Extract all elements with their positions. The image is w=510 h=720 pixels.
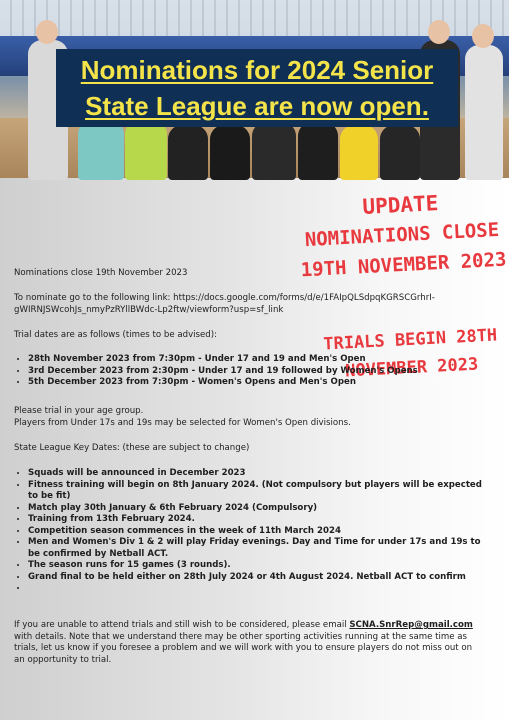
update-stamp-line-1: UPDATE [361,191,439,220]
player-figure [252,122,296,180]
trial-dates-heading [14,330,494,342]
nominate-link-line-2[interactable]: gWIRNJSWcohJs_nmyPzRYllBWdc-Lp2ftw/viewform?usp=sf_link [14,304,284,315]
closing-paragraph [14,620,480,666]
key-dates-list [14,468,482,595]
trial-dates-list [14,354,418,389]
update-stamp-line-2: NOMINATIONS CLOSE [304,218,500,252]
key-date-item: • Squads will be announced in December 2023 [28,468,482,480]
trial-date-item: • 28th November 2023 from 7:30pm - Under 17 and 19 and Men's Open [28,354,344,366]
trials-stamp-line-1: TRIALS BEGIN 28TH [322,325,498,355]
trials-stamp-line-2: NOVEMBER 2023 [344,354,479,382]
player-figure [125,120,167,180]
key-date-item: • The season runs for 15 games (3 rounds). [28,560,482,572]
closing-text-after: with details. Note that we understand there may be other sporting activities running at the same time as trials, let us know if you foresee a problem and we will work with you to ensure players do not miss out on an opportunity to trial. [14,631,473,665]
key-date-item: • Match play 30th January & 6th February 2024 (Compulsory) [28,503,482,515]
trial-note-line-2: Players from Under 17s and 19s may be selected for Women's Open divisions. [14,417,351,428]
key-date-item: • Men and Women's Div 1 & 2 will play Friday evenings. Day and Time for under 17s and 19s to be confirmed by Netball ACT. [28,537,482,560]
player-head [472,24,494,48]
player-figure [340,125,378,180]
key-date-item: • Grand final to be held either on 28th July 2024 or 4th August 2024. Netball ACT to confirm [28,572,482,584]
banner-line-2: State League are now open. [85,91,429,121]
banner-line-1: Nominations for 2024 Senior [80,55,434,85]
key-date-item: • Fitness training will begin on 8th January 2024. (Not compulsory but players will be expected to be fit) [28,480,482,503]
player-figure [78,120,124,180]
nominate-link-block [14,293,494,316]
key-dates-heading [14,443,494,455]
key-dates-heading-text: State League Key Dates: (these are subject to change) [14,443,250,453]
closing-text-before: If you are unable to attend trials and still wish to be considered, please email [14,620,350,630]
player-head [36,20,58,44]
key-date-item: • Competition season commences in the week of 11th March 2024 [28,526,482,538]
trial-note-line-1: Please trial in your age group. [14,406,144,416]
player-figure [210,125,250,180]
nominate-link-line-1[interactable]: To nominate go to the following link: https://docs.google.com/forms/d/e/1FAIpQLSdpqKGRSCGrhrI- [14,293,435,303]
key-date-item-empty [28,583,482,595]
trial-note [14,406,494,429]
update-stamp-line-3: 19TH NOVEMBER 2023 [300,248,507,282]
nominations-close-text [14,268,494,280]
key-date-item: • Training from 13th February 2024. [28,514,482,526]
contact-email-link[interactable]: SCNA.SnrRep@gmail.com [349,620,473,630]
trial-date-item: • 5th December 2023 from 7:30pm - Women's Opens and Men's Open [28,377,344,389]
player-figure [380,125,420,180]
nominations-banner [56,49,458,127]
nominations-close: Nominations close 19th November 2023 [14,268,188,278]
trial-date-item: • 3rd December 2023 from 2:30pm - Under 17 and 19 followed by Women's Opens [28,366,344,378]
player-head [428,20,450,44]
trial-dates-heading-text: Trial dates are as follows (times to be advised): [14,330,218,340]
player-figure [298,122,338,180]
player-figure [168,125,208,180]
player-figure [465,45,503,180]
